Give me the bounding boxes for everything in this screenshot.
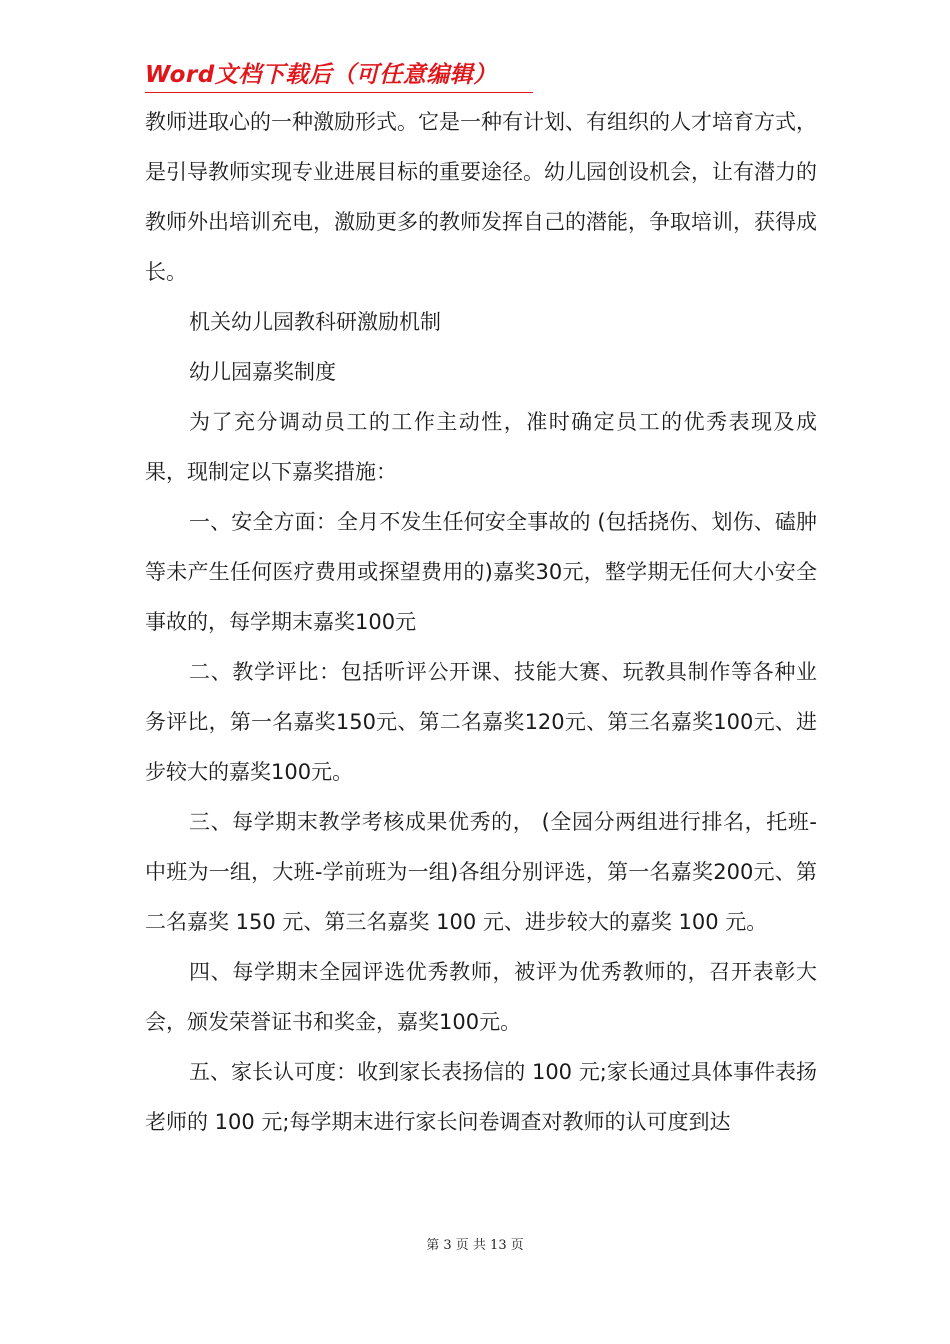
paragraph-safety: 一、安全方面：全月不发生任何安全事故的 (包括挠伤、划伤、磕肿等未产生任何医疗费用或探望费用的)嘉奖30元，整学期无任何大小安全事故的，每学期末嘉奖100元 [145, 510, 817, 634]
page-footer [0, 1234, 950, 1253]
header-underline [145, 92, 533, 93]
paragraph-assessment: 三、每学期末教学考核成果优秀的， (全园分两组进行排名，托班-中班为一组，大班-学前班为一组)各组分别评选，第一名嘉奖200元、第二名嘉奖 150 元、第三名嘉奖 100 元、进步较大的嘉奖 100 元。 [145, 810, 817, 934]
paragraph-parent-approval: 五、家长认可度：收到家长表扬信的 100 元;家长通过具体事件表扬老师的 100 元;每学期末进行家长问卷调查对教师的认可度到达 [145, 1060, 817, 1134]
paragraph-continued: 教师进取心的一种激励形式。它是一种有计划、有组织的人才培育方式，是引导教师实现专业进展目标的重要途径。幼儿园创设机会，让有潜力的教师外出培训充电，激励更多的教师发挥自己的潜能，争取培训，获得成长。 [145, 110, 817, 284]
document-body [145, 97, 817, 1147]
page-number: 第 3 页 共 13 页 [426, 1238, 524, 1253]
section-heading-reward-system: 幼儿园嘉奖制度 [189, 360, 336, 384]
section-heading-mechanism: 机关幼儿园教科研激励机制 [189, 310, 441, 334]
paragraph-excellent-teacher: 四、每学期末全园评选优秀教师，被评为优秀教师的，召开表彰大会，颁发荣誉证书和奖金，嘉奖100元。 [145, 960, 817, 1034]
paragraph-intro: 为了充分调动员工的工作主动性，准时确定员工的优秀表现及成果，现制定以下嘉奖措施： [145, 410, 817, 484]
paragraph-teaching-evaluation: 二、教学评比：包括听评公开课、技能大赛、玩教具制作等各种业务评比，第一名嘉奖150元、第二名嘉奖120元、第三名嘉奖100元、进步较大的嘉奖100元。 [145, 660, 817, 784]
page-header [145, 58, 530, 93]
header-title: Word文档下载后（可任意编辑） [145, 62, 497, 88]
